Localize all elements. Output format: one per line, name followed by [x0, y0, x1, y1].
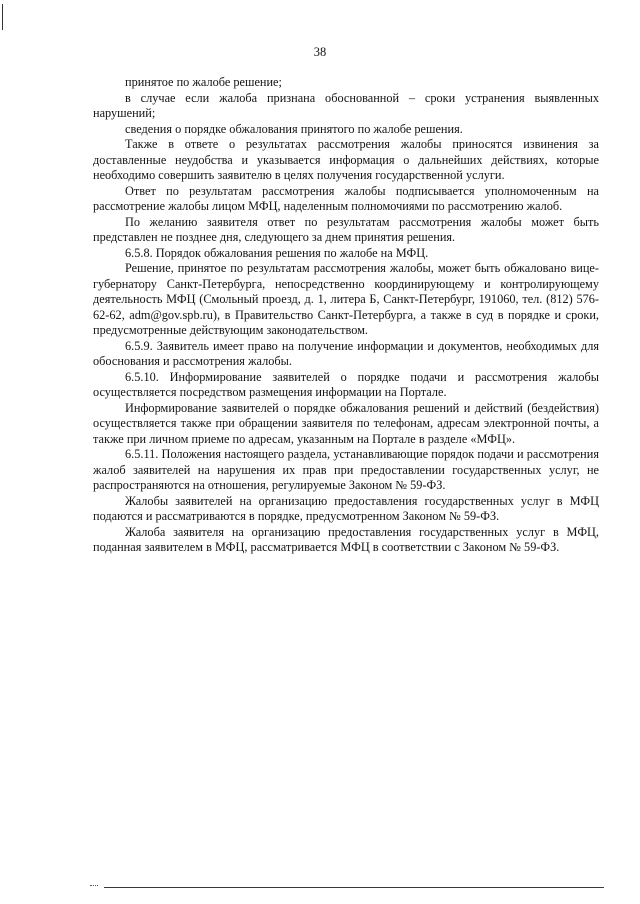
paragraph: Решение, принятое по результатам рассмотрения жалобы, может быть обжаловано вице-губернатору Санкт-Петербурга, непосредственно координирующему и контролирующему деятельность МФЦ (Смольный проезд, д. 1, литера Б, Санкт-Петербург, 191060, тел. (812) 576-62-62, adm@gov.spb.ru), в Правительство Санкт-Петербурга, а также в суд в порядке и сроки, предусмотренные действующим законодательством. [93, 261, 599, 337]
section-heading-6-5-8: 6.5.8. Порядок обжалования решения по жалобе на МФЦ. [125, 245, 429, 260]
section-6-5-9: 6.5.9. Заявитель имеет право на получение информации и документов, необходимых для обоснования и рассмотрения жалобы. [93, 338, 599, 368]
paragraph: сведения о порядке обжалования принятого по жалобе решения. [125, 121, 463, 136]
section-6-5-10: 6.5.10. Информирование заявителей о порядке подачи и рассмотрения жалобы осуществляется посредством размещения информации на Портале. [93, 369, 599, 399]
page-number: 38 [313, 45, 327, 59]
paragraph: в случае если жалоба признана обоснованной – сроки устранения выявленных нарушений; [93, 90, 599, 120]
paragraph: По желанию заявителя ответ по результатам рассмотрения жалобы может быть представлен не позднее дня, следующего за днем принятия решения. [93, 214, 599, 244]
footer-dots [90, 885, 98, 888]
section-6-5-11: 6.5.11. Положения настоящего раздела, устанавливающие порядок подачи и рассмотрения жалоб заявителей на нарушения их прав при предоставлении государственных услуг, не распространяются на отношения, регулируемые Законом № 59-ФЗ. [93, 447, 599, 492]
paragraph: Информирование заявителей о порядке обжалования решений и действий (бездействия) осуществляется также при обращении заявителя по телефонам, адресам электронной почты, а также при личном приеме по адресам, указанным на Портале в разделе «МФЦ». [93, 400, 599, 446]
document-body [93, 75, 599, 556]
paragraph: принятое по жалобе решение; [125, 75, 282, 89]
paragraph: Жалоба заявителя на организацию предоставления государственных услуг в МФЦ, поданная заявителем в МФЦ, рассматривается МФЦ в соответствии с Законом № 59-ФЗ. [93, 524, 599, 554]
paragraph: Жалобы заявителей на организацию предоставления государственных услуг в МФЦ подаются и рассматриваются в порядке, предусмотренном Законом № 59-ФЗ. [93, 493, 599, 523]
paragraph: Ответ по результатам рассмотрения жалобы подписывается уполномоченным на рассмотрение жалобы лицом МФЦ, наделенным полномочиями по рассмотрению жалоб. [93, 183, 599, 213]
footer-rule [104, 887, 604, 888]
paragraph: Также в ответе о результатах рассмотрения жалобы приносятся извинения за доставленные неудобства и указывается информация о дальнейших действиях, которые необходимо совершить заявителю в целях получения государственной услуги. [93, 137, 599, 182]
scan-edge-mark [2, 4, 3, 30]
